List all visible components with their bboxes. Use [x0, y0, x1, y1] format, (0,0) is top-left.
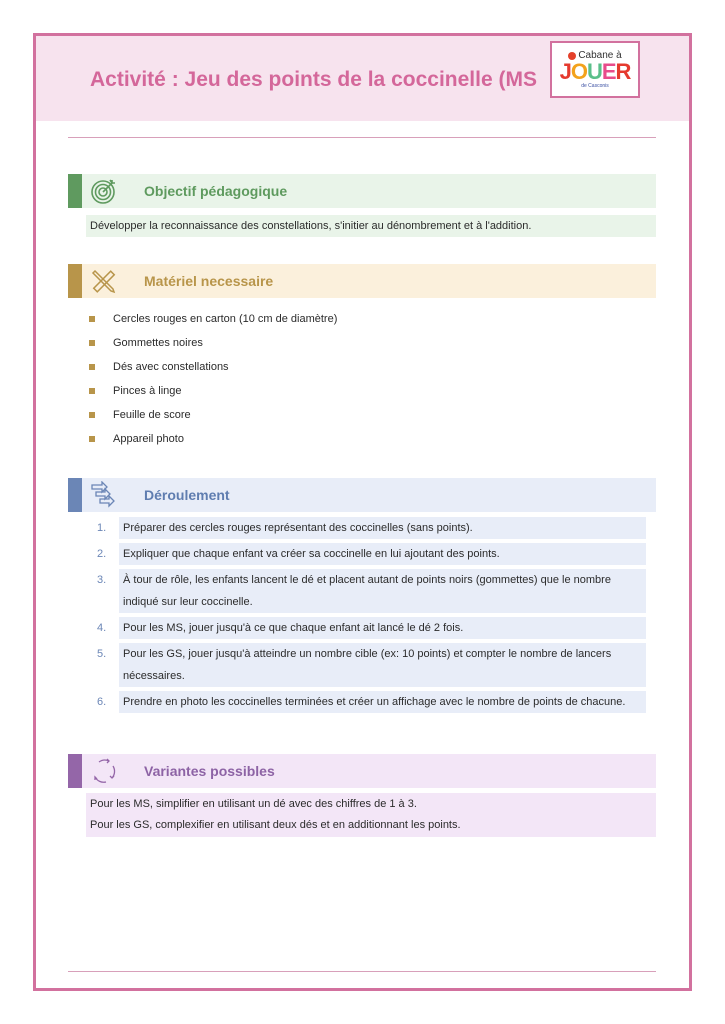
section-header	[68, 478, 656, 512]
header-band	[36, 36, 689, 121]
logo-top-text: Cabane à	[578, 49, 622, 61]
ruler-pencil-icon	[88, 265, 120, 297]
page-frame	[33, 33, 692, 991]
step-item: 5. Pour les GS, jouer jusqu'à atteindre un nombre cible (ex: 10 points) et compter le nombre de lancers nécessaires.	[89, 643, 646, 687]
divider-bottom	[68, 971, 656, 972]
section-title: Objectif pédagogique	[144, 183, 288, 199]
section-title: Déroulement	[144, 487, 230, 503]
cycle-arrows-icon	[88, 755, 120, 787]
variant-line: Pour les MS, simplifier en utilisant un dé avec des chiffres de 1 à 3.	[90, 798, 417, 810]
list-item: Feuille de score	[89, 403, 337, 427]
section-header	[68, 264, 656, 298]
section-title: Variantes possibles	[144, 763, 275, 779]
list-item: Dés avec constellations	[89, 355, 337, 379]
target-icon	[88, 175, 120, 207]
sequence-arrows-icon	[88, 479, 120, 511]
bullet-icon	[89, 364, 95, 370]
step-item: 1. Préparer des cercles rouges représentant des coccinelles (sans points).	[89, 517, 646, 539]
step-item: 2. Expliquer que chaque enfant va créer sa coccinelle en lui ajoutant des points.	[89, 543, 646, 565]
brand-logo	[550, 41, 640, 98]
list-item: Appareil photo	[89, 427, 337, 451]
logo-sub-text: de Casconis	[581, 82, 609, 89]
bullet-icon	[89, 340, 95, 346]
section-header	[68, 174, 656, 208]
objective-text: Développer la reconnaissance des constellations, s'initier au dénombrement et à l'addition.	[86, 215, 656, 237]
list-item: Pinces à linge	[89, 379, 337, 403]
step-item: 6. Prendre en photo les coccinelles terminées et créer un affichage avec le nombre de points de chacune.	[89, 691, 646, 713]
materials-list	[89, 307, 337, 451]
variant-line: Pour les GS, complexifier en utilisant deux dés et en additionnant les points.	[90, 819, 461, 831]
step-item: 4. Pour les MS, jouer jusqu'à ce que chaque enfant ait lancé le dé 2 fois.	[89, 617, 646, 639]
page-title: Activité : Jeu des points de la coccinelle (MS	[90, 68, 537, 91]
section-title: Matériel necessaire	[144, 273, 274, 289]
step-item: 3. À tour de rôle, les enfants lancent le dé et placent autant de points noirs (gommettes) que le nombre indiqué sur leur coccinelle.	[89, 569, 646, 613]
section-header	[68, 754, 656, 788]
bullet-icon	[89, 316, 95, 322]
list-item: Cercles rouges en carton (10 cm de diamètre)	[89, 307, 337, 331]
bullet-icon	[89, 436, 95, 442]
steps-list	[89, 517, 646, 717]
list-item: Gommettes noires	[89, 331, 337, 355]
divider-top	[68, 137, 656, 138]
bullet-icon	[89, 388, 95, 394]
variants-text	[86, 793, 656, 837]
bullet-icon	[89, 412, 95, 418]
logo-main-text: JOUER	[559, 58, 631, 84]
